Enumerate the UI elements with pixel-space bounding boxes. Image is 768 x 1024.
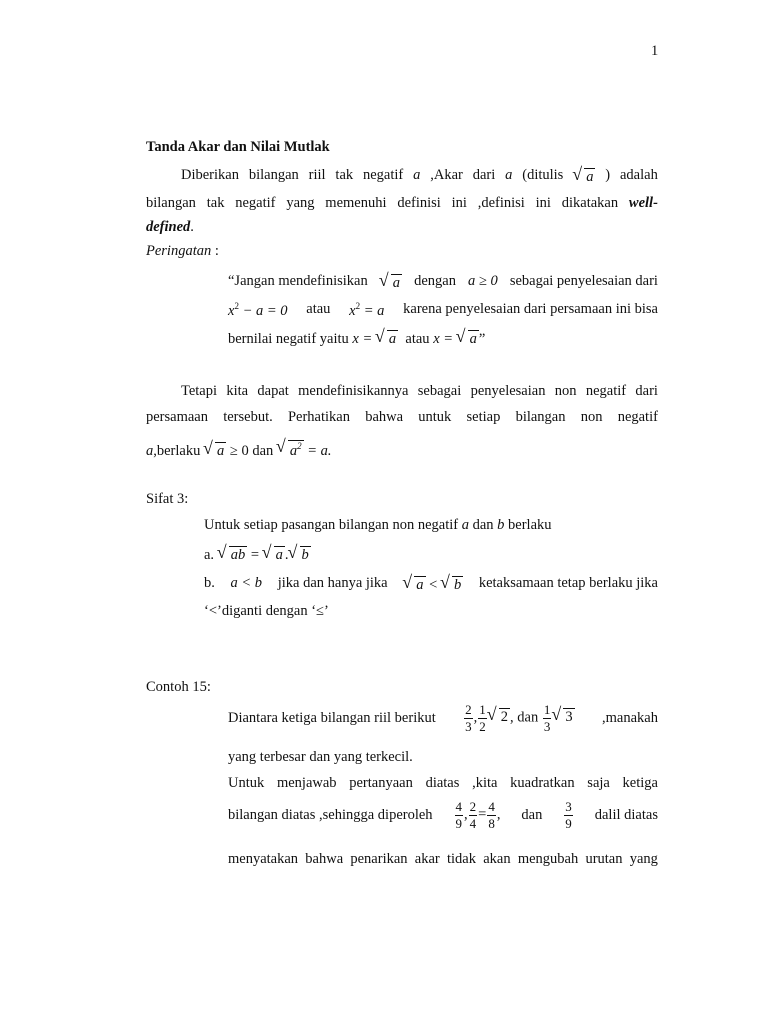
fraction: $\frac{4}{9}$ xyxy=(455,799,463,831)
sifat-item-a: a. √ ab = √ a .√ b xyxy=(204,546,311,563)
warning-quote-line-1: “Jangan mendefinisikan √ a dengan a ≥ 0 sebagai penyelesaian dari xyxy=(228,274,658,291)
sqrt-3: √ 3 xyxy=(552,708,574,725)
paragraph-2-line-1: Tetapi kita dapat mendefinisikannya sebagai penyelesaian non negatif dari xyxy=(181,383,658,399)
contoh-line-1: Diantara ketiga bilangan riil berikut $\frac{2}{3}$ , $\frac{1}{2}$ √ 2 , dan $\frac{1}{3}$ √ 3 ,manakah xyxy=(228,703,658,733)
sqrt-b: √ b xyxy=(289,546,311,563)
fraction: $\frac{4}{8}$ xyxy=(488,799,495,831)
sqrt-a: √ a xyxy=(263,546,285,563)
intro-line-1: Diberikan bilangan riil tak negatif a ,Akar dari a (ditulis √ a ) adalah xyxy=(181,168,658,185)
warning-quote-line-3: bernilai negatif yaitu x = √ a atau x = √ a ” xyxy=(228,330,485,347)
sqrt-a: √ a xyxy=(457,330,479,347)
sqrt-ab: √ ab xyxy=(218,546,248,563)
section-title: Tanda Akar dan Nilai Mutlak xyxy=(146,139,330,155)
contoh-line-5: menyatakan bahwa penarikan akar tidak akan mengubah urutan yang xyxy=(228,851,658,867)
sifat-item-b-line-2: ‘<’diganti dengan ‘≤’ xyxy=(204,603,329,619)
warning-label: Peringatan : xyxy=(146,243,219,259)
sifat-item-b: b. a < b jika dan hanya jika √ a < √ b ketaksamaan tetap berlaku jika xyxy=(204,576,658,593)
fraction: $\frac{2}{3}$ xyxy=(465,702,472,734)
warning-quote-line-2: $x^2 - a = 0$ atau $x^2 = a$ karena penyelesaian dari persamaan ini bisa xyxy=(228,301,658,319)
page-number: 1 xyxy=(651,43,659,59)
intro-line-2: bilangan tak negatif yang memenuhi definisi ini ,definisi ini dikatakan well- xyxy=(146,195,658,211)
sqrt-a-squared: √ $a^2$ xyxy=(277,440,304,459)
sqrt-a: √ a xyxy=(204,442,226,459)
contoh-line-2: yang terbesar dan yang terkecil. xyxy=(228,749,413,765)
sqrt-a: √ a xyxy=(573,168,595,185)
fraction: $\frac{3}{9}$ xyxy=(565,799,572,831)
sqrt-a: √ a xyxy=(380,274,402,291)
sifat-heading: Sifat 3: xyxy=(146,491,189,507)
sqrt-a: √ a xyxy=(403,576,425,593)
intro-line-3: defined. xyxy=(146,219,194,235)
sqrt-2: √ 2 xyxy=(488,708,510,725)
fraction: $\frac{2}{4}$ xyxy=(469,799,477,831)
fraction: $\frac{1}{2}$ xyxy=(479,702,486,734)
contoh-heading: Contoh 15: xyxy=(146,679,211,695)
sqrt-a: √ a xyxy=(376,330,398,347)
sifat-intro: Untuk setiap pasangan bilangan non negatif a dan b berlaku xyxy=(204,517,552,533)
contoh-line-3: Untuk menjawab pertanyaan diatas ,kita kuadratkan saja ketiga xyxy=(228,775,658,791)
paragraph-2-line-2: persamaan tersebut. Perhatikan bahwa untuk setiap bilangan non negatif xyxy=(146,409,658,425)
paragraph-2-line-3: a,berlaku √ a ≥ 0 dan √ $a^2 = a$. xyxy=(146,440,332,459)
fraction: $\frac{1}{3}$ xyxy=(543,702,551,734)
sqrt-b: √ b xyxy=(441,576,463,593)
contoh-line-4: bilangan diatas ,sehingga diperoleh $\frac{4}{9}$ , $\frac{2}{4}$ = $\frac{4}{8}$ , dan $\frac{3}{9}$ dalil diatas xyxy=(228,799,658,831)
